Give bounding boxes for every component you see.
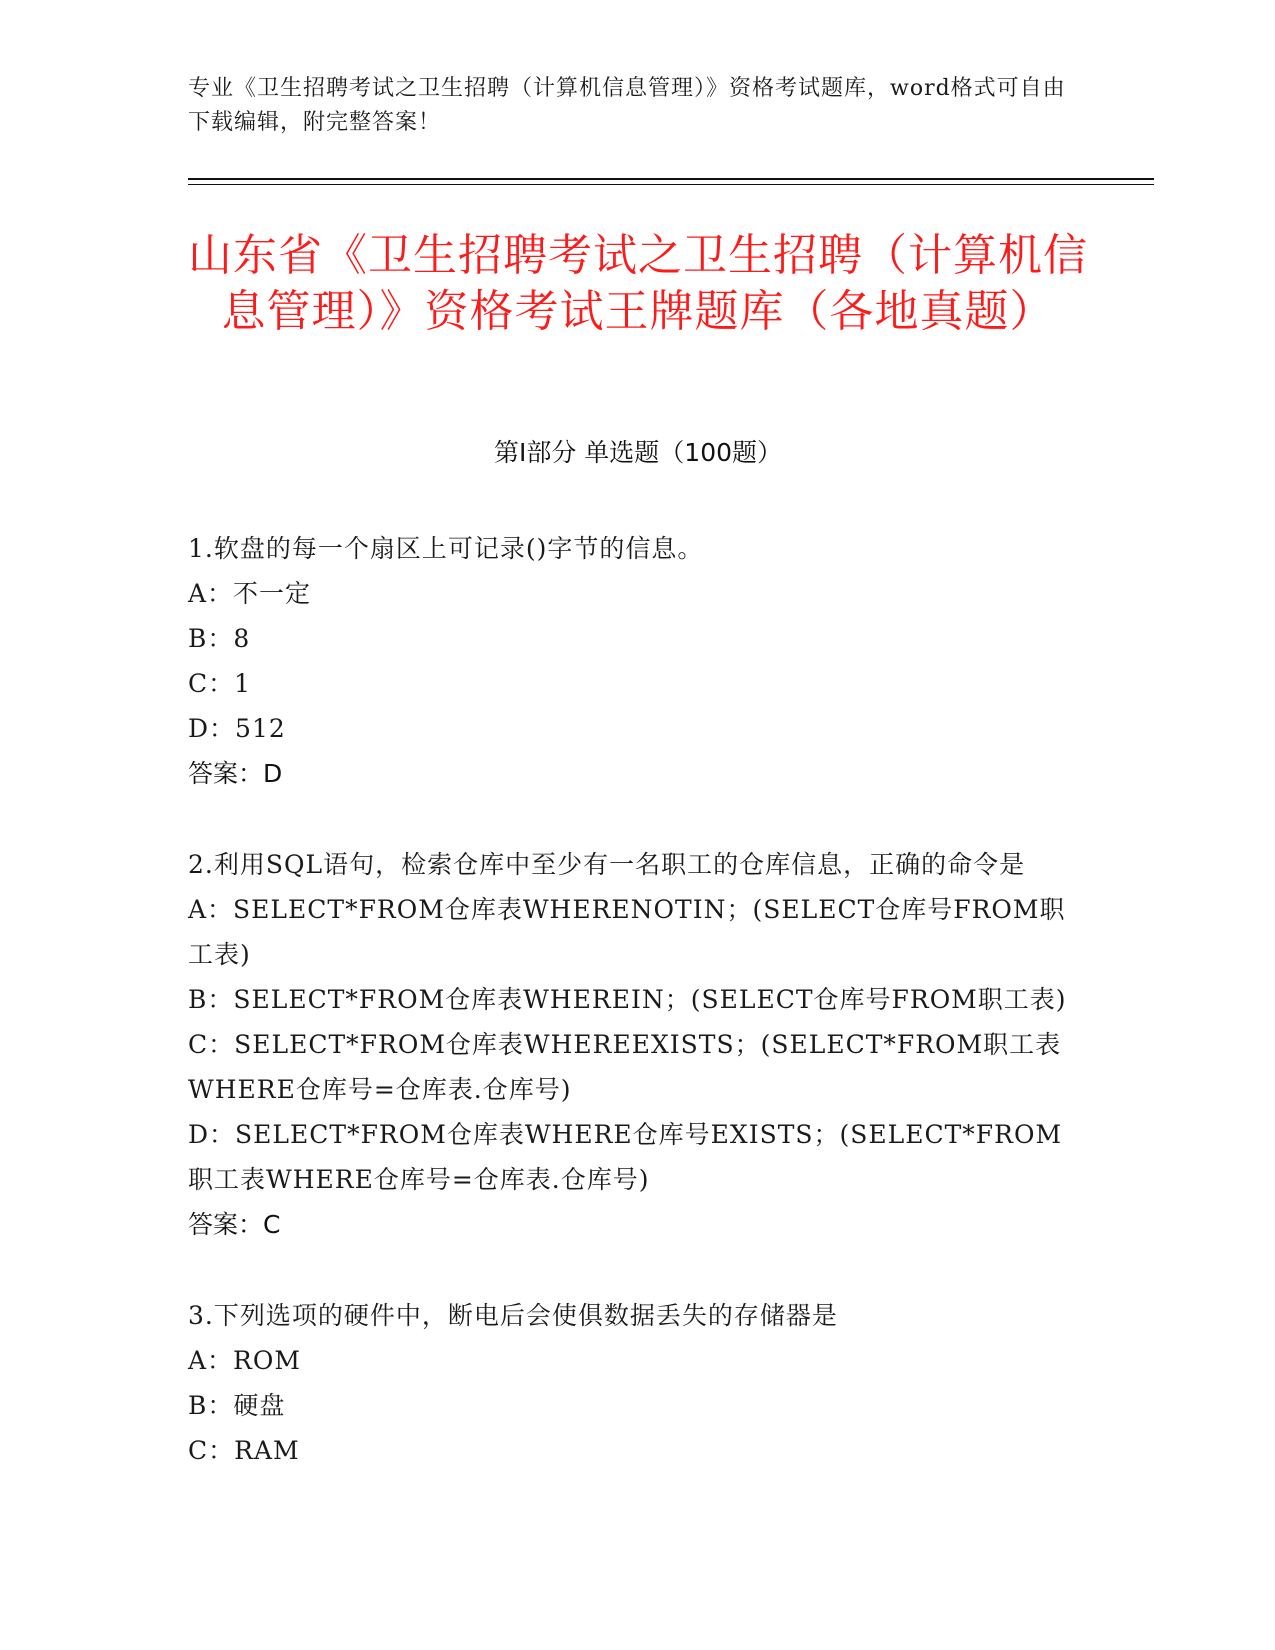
option-d: D：512 [188, 714, 286, 743]
header-note: 专业《卫生招聘考试之卫生招聘（计算机信息管理）》资格考试题库，word格式可自由下载编辑，附完整答案！ [188, 76, 1066, 135]
question-list [188, 526, 1068, 1519]
section-title: 第I部分 单选题（100题） [493, 438, 783, 467]
option-a: A：ROM [188, 1346, 301, 1375]
option-c: C：1 [188, 669, 252, 698]
option-a: A：不一定 [188, 579, 312, 608]
document-title: 山东省《卫生招聘考试之卫生招聘（计算机信息管理）》资格考试王牌题库（各地真题） [188, 230, 1088, 337]
option-b: B：硬盘 [188, 1391, 286, 1420]
header-rule-thin [188, 184, 1154, 185]
option-c: C：SELECT*FROM仓库表WHEREEXISTS；(SELECT*FROM职工表WHERE仓库号=仓库表.仓库号) [188, 1030, 1062, 1104]
question-stem: 1.软盘的每一个扇区上可记录()字节的信息。 [188, 534, 704, 563]
header-rule-thick [188, 178, 1154, 180]
answer-line: 答案：C [188, 1210, 281, 1239]
question-item [188, 1293, 1068, 1473]
answer-line: 答案：D [188, 759, 283, 788]
option-d: D：SELECT*FROM仓库表WHERE仓库号EXISTS；(SELECT*FROM职工表WHERE仓库号=仓库表.仓库号) [188, 1120, 1063, 1194]
question-stem: 3.下列选项的硬件中，断电后会使俱数据丢失的存储器是 [188, 1301, 838, 1330]
option-a: A：SELECT*FROM仓库表WHERENOTIN；(SELECT仓库号FROM职工表) [188, 895, 1066, 969]
question-item [188, 526, 1068, 796]
question-item [188, 842, 1068, 1247]
option-b: B：8 [188, 624, 251, 653]
question-stem: 2.利用SQL语句，检索仓库中至少有一名职工的仓库信息，正确的命令是 [188, 850, 1026, 879]
option-b: B：SELECT*FROM仓库表WHEREIN；(SELECT仓库号FROM职工表) [188, 985, 1067, 1014]
option-c: C：RAM [188, 1436, 300, 1465]
